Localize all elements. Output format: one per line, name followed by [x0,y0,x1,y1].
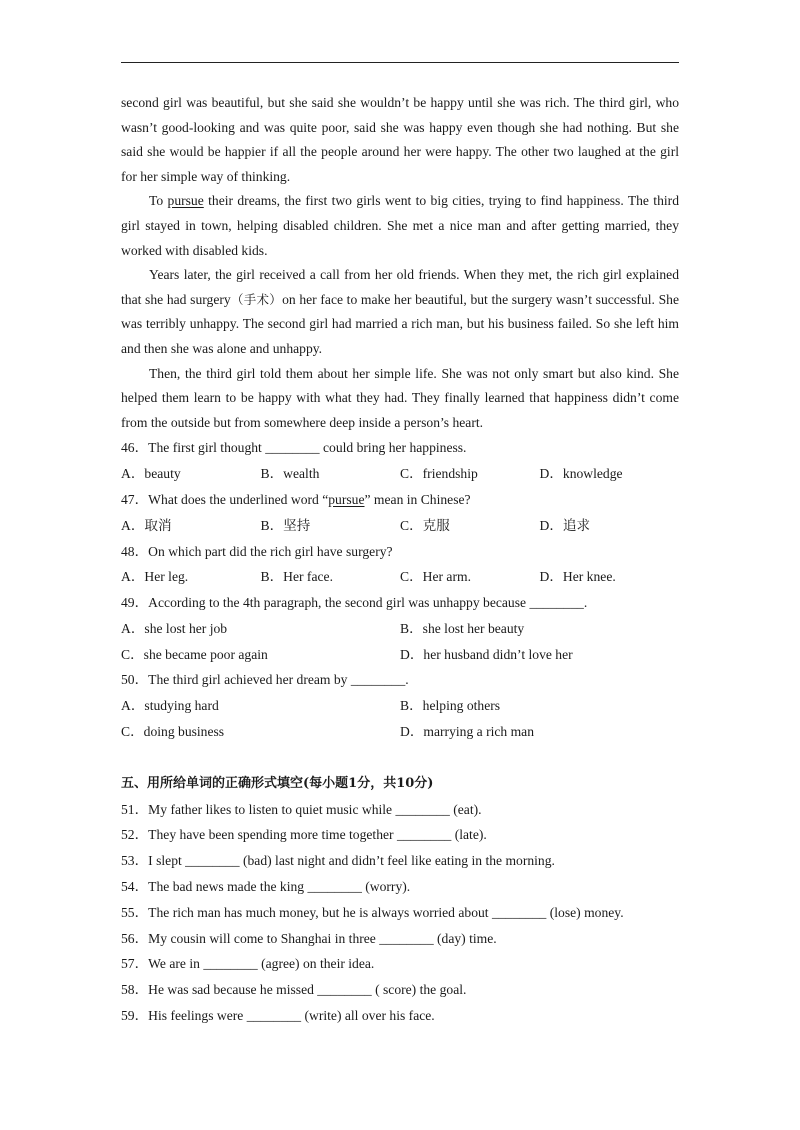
question-54: 54．The bad news made the king ________ (worry). [121,879,411,895]
option-50-a: A．studying hard [121,698,219,714]
question-52: 52．They have been spending more time together ________ (late). [121,827,487,843]
p3-rest: on her face to make her beautiful, but the surgery wasn’t successful. She was terribly unhappy. The second girl had married a rich man, but his business failed. So she left him and then she was alone and unhappy. [121,291,679,356]
question-48: 48．On which part did the rich girl have surgery? [121,543,393,559]
p2-lead: To [149,193,168,209]
option-49-d: D．her husband didn’t love her [400,646,573,662]
passage-paragraph-3 [121,263,679,361]
section-spacer [121,745,679,771]
q47-underlined-word: pursue [328,491,365,507]
q47-rest: ” mean in Chinese? [364,491,471,507]
option-50-d: D．marrying a rich man [400,724,535,740]
option-50-b: B．helping others [400,698,501,714]
question-47 [121,487,679,513]
q47-lead: 47．What does the underlined word “ [121,491,329,507]
question-53: 53．I slept ________ (bad) last night and didn’t feel like eating in the morning. [121,853,555,869]
option-46-d: D．knowledge [539,466,623,482]
document-page [121,91,679,1029]
option-48-c: C．Her arm. [400,569,471,585]
passage-paragraph-2 [121,189,679,263]
header-rule [121,62,679,63]
question-49: 49．According to the 4th paragraph, the second girl was unhappy because ________. [121,595,588,611]
question-50-options-row-2 [121,719,679,745]
question-51: 51．My father likes to listen to quiet music while ________ (eat). [121,801,482,817]
question-49-options-row-1 [121,616,679,642]
question-49-options-row-2 [121,642,679,668]
option-47-d: D．追求 [539,517,591,533]
option-49-c: C．she became poor again [121,646,268,662]
option-46-c: C．friendship [400,466,478,482]
section-5-heading: 五、用所给单词的正确形式填空(每小题1分，共10分) [121,775,434,791]
option-49-a: A．she lost her job [121,620,228,636]
question-47-options [121,513,679,539]
question-58: 58．He was sad because he missed ________ ( score) the goal. [121,982,467,998]
option-48-b: B．Her face. [260,569,333,585]
option-49-b: B．she lost her beauty [400,620,525,636]
option-47-c: C．克服 [400,517,450,533]
passage-paragraph-4: Then, the third girl told them about her simple life. She was not only smart but also kind. She helped them learn to be happy with what they had. They finally learned that happiness didn’t come from the outside but from somewhere deep inside a person’s heart. [121,365,679,430]
question-50: 50．The third girl achieved her dream by ________. [121,672,409,688]
question-55: 55．The rich man has much money, but he is always worried about ________ (lose) money. [121,904,624,920]
question-57: 57．We are in ________ (agree) on their idea. [121,956,375,972]
option-46-b: B．wealth [260,466,320,482]
p2-rest: their dreams, the first two girls went to big cities, trying to find happiness. The third girl stayed in town, helping disabled children. She met a nice man and after getting married, they worked with disabled kids. [121,193,679,258]
option-48-d: D．Her knee. [539,569,616,585]
option-48-a: A．Her leg. [121,569,189,585]
underlined-word-pursue: pursue [167,193,204,209]
passage-paragraph-1: second girl was beautiful, but she said she wouldn’t be happy until she was rich. The third girl, who wasn’t good-looking and was quite poor, said she was happy even though she had nothing. But she said she would be happier if all the people around her were happy. The other two laughed at the girl for her simple way of thinking. [121,95,679,184]
option-50-c: C．doing business [121,724,225,740]
option-47-b: B．坚持 [260,517,311,533]
p3-lead: Years later, the girl received a call from her old friends. When they met, the rich girl explained that she had surgery [121,267,679,307]
question-50-options-row-1 [121,693,679,719]
question-59: 59．His feelings were ________ (write) all over his face. [121,1008,435,1024]
question-56: 56．My cousin will come to Shanghai in three ________ (day) time. [121,930,497,946]
question-46-options [121,461,679,487]
p3-chinese-note: （手术） [230,291,283,307]
option-47-a: A．取消 [121,517,172,533]
question-46: 46．The first girl thought ________ could bring her happiness. [121,440,467,456]
option-46-a: A．beauty [121,466,181,482]
question-48-options [121,564,679,590]
